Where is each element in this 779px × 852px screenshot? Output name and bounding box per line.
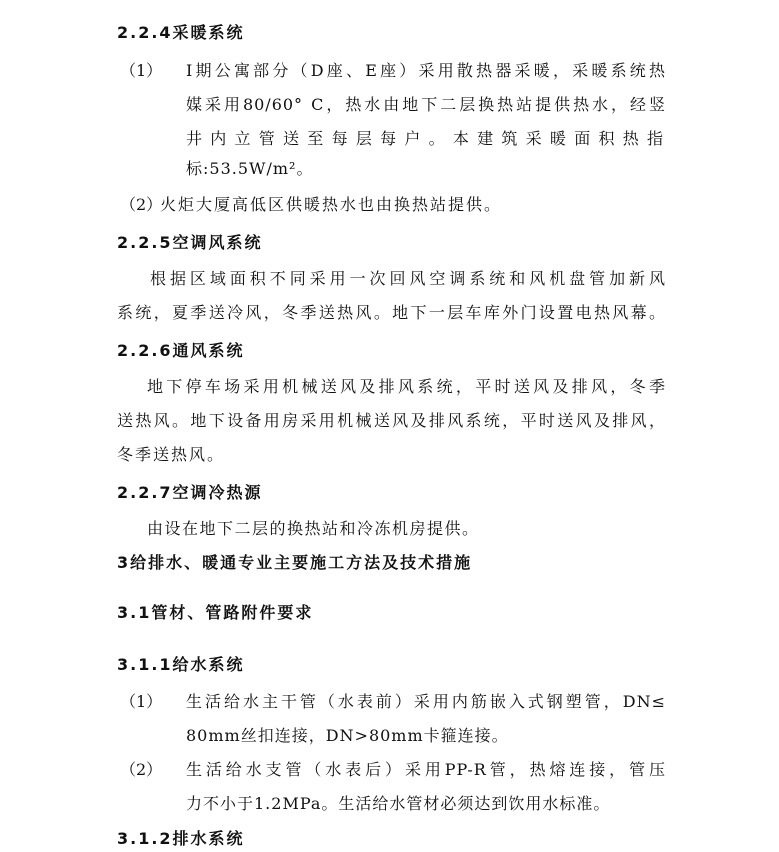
paragraph-line: 由设在地下二层的换热站和冷冻机房提供。	[147, 519, 480, 538]
paragraph-line: 生活给水支管（水表后）采用PP-R管，热熔连接，管压	[186, 760, 666, 779]
item-number: （2）	[120, 195, 163, 214]
heading-3: 3给排水、暖通专业主要施工方法及技术措施	[117, 553, 473, 572]
paragraph-line: I期公寓部分（D座、E座）采用散热器采暖，采暖系统热	[186, 61, 666, 80]
paragraph-line: 地下停车场采用机械送风及排风系统，平时送风及排风，冬季	[147, 377, 666, 396]
paragraph-line: 系统，夏季送冷风，冬季送热风。地下一层车库外门设置电热风幕。	[117, 303, 666, 322]
paragraph-line: 媒采用80/60° C，热水由地下二层换热站提供热水，经竖	[186, 95, 666, 114]
paragraph-line: 标:53.5W/m²。	[186, 159, 314, 178]
heading-2-2-5: 2.2.5空调风系统	[117, 233, 263, 252]
item-number: （2）	[120, 760, 163, 779]
paragraph-line: 火炬大厦高低区供暖热水也由换热站提供。	[160, 195, 503, 214]
heading-3-1-2: 3.1.2排水系统	[117, 829, 245, 848]
paragraph-line: 根据区域面积不同采用一次回风空调系统和风机盘管加新风	[150, 269, 666, 288]
paragraph-line: 80mm丝扣连接，DN>80mm卡箍连接。	[186, 726, 509, 745]
paragraph-line: 力不小于1.2MPa。生活给水管材必须达到饮用水标准。	[186, 794, 611, 813]
item-number: （1）	[120, 692, 163, 711]
paragraph-line: 井内立管送至每层每户。本建筑采暖面积热指	[186, 129, 666, 148]
item-number: （1）	[120, 61, 163, 80]
paragraph-line: 送热风。地下设备用房采用机械送风及排风系统，平时送风及排风，	[117, 411, 666, 430]
heading-2-2-4: 2.2.4采暖系统	[117, 23, 245, 42]
paragraph-line: 冬季送热风。	[117, 445, 226, 464]
paragraph-line: 生活给水主干管（水表前）采用内筋嵌入式钢塑管，DN≤	[186, 692, 666, 711]
heading-3-1: 3.1管材、管路附件要求	[117, 603, 314, 622]
heading-2-2-6: 2.2.6通风系统	[117, 341, 245, 360]
heading-3-1-1: 3.1.1给水系统	[117, 655, 245, 674]
heading-2-2-7: 2.2.7空调冷热源	[117, 483, 263, 502]
